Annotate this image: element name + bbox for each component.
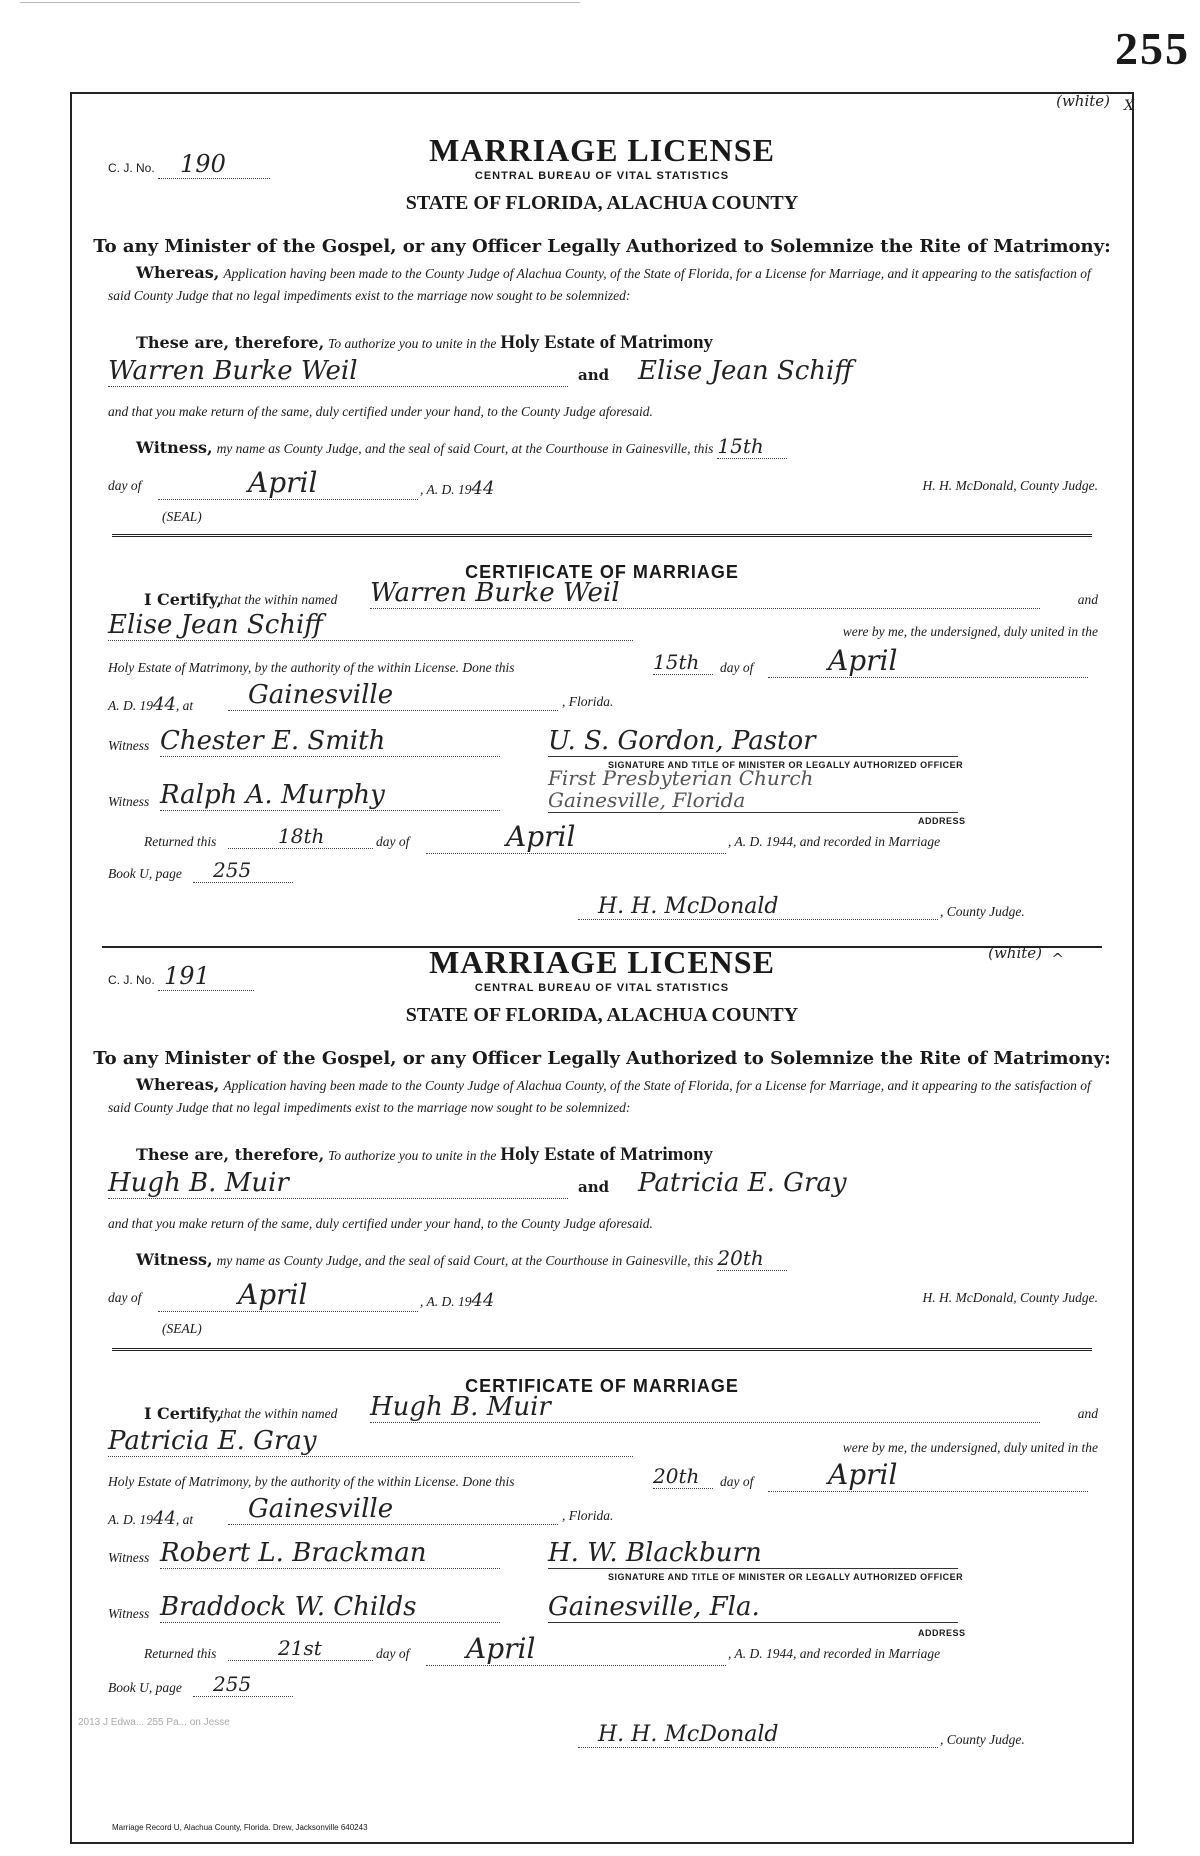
judge-name: H. H. McDonald, County Judge. bbox=[922, 478, 1098, 493]
judge-sig-row bbox=[108, 894, 1098, 928]
certificate-title-2: CERTIFICATE OF MARRIAGE bbox=[465, 1376, 739, 1396]
cert-year-2: 44 bbox=[153, 1508, 176, 1529]
florida-label: , Florida. bbox=[562, 694, 614, 709]
book-row bbox=[108, 858, 1098, 888]
license-title-2: MARRIAGE LICENSE bbox=[429, 944, 775, 980]
holy-text: Holy Estate of Matrimony, by the authority of the within License. Done this bbox=[108, 660, 515, 675]
address-label-2: ADDRESS bbox=[918, 1628, 966, 1638]
officer-signature-2: H. W. Blackburn bbox=[548, 1538, 958, 1569]
florida-label-2: , Florida. bbox=[562, 1508, 614, 1523]
these-are-row-2 bbox=[108, 1144, 713, 1166]
judge-signature: H. H. McDonald bbox=[578, 894, 938, 920]
cj-number-row-2 bbox=[108, 962, 254, 991]
certify-lead: I Certify, bbox=[144, 590, 223, 609]
footer-imprint: Marriage Record U, Alachua County, Florida. Drew, Jacksonville 640243 bbox=[112, 1823, 368, 1832]
witness1-name: Chester E. Smith bbox=[160, 726, 500, 757]
record-1 bbox=[72, 94, 1132, 954]
witness-row bbox=[108, 434, 1098, 459]
certify-text: that the within named bbox=[220, 592, 338, 607]
form-frame bbox=[70, 92, 1134, 1844]
witness-text: my name as County Judge, and the seal of said Court, at the Courthouse in Gainesville, this bbox=[216, 441, 714, 456]
witness2-name-2: Braddock W. Childs bbox=[160, 1592, 500, 1623]
groom-name-2: Hugh B. Muir bbox=[108, 1168, 568, 1199]
seal-label-2: (SEAL) bbox=[162, 1321, 202, 1336]
address-label: ADDRESS bbox=[918, 816, 966, 826]
names-row-2 bbox=[108, 1168, 1098, 1204]
cert-bride-2: Patricia E. Gray bbox=[108, 1426, 633, 1457]
bride-name-2: Patricia E. Gray bbox=[638, 1168, 847, 1198]
holy-estate-2: Holy Estate of Matrimony bbox=[500, 1144, 714, 1165]
these-text-2: To authorize you to unite in the bbox=[328, 1148, 497, 1163]
address-line-1b: Gainesville, Fla. bbox=[548, 1592, 958, 1623]
county-judge-label-2: , County Judge. bbox=[940, 1732, 1025, 1747]
cj-number: 190 bbox=[158, 150, 270, 179]
record-2 bbox=[72, 944, 1132, 1834]
cert-place-2: Gainesville bbox=[228, 1494, 558, 1525]
done-month: April bbox=[768, 644, 1088, 678]
ad-label-2 bbox=[420, 1290, 494, 1311]
cert-year: 44 bbox=[153, 694, 176, 715]
returned-month: April bbox=[426, 820, 726, 854]
done-month-2: April bbox=[768, 1458, 1088, 1492]
bride-row bbox=[108, 610, 1098, 648]
cj-number-2: 191 bbox=[158, 962, 254, 991]
witness1-name-2: Robert L. Brackman bbox=[160, 1538, 500, 1569]
witness-text-2: my name as County Judge, and the seal of said Court, at the Courthouse in Gainesville, this bbox=[216, 1253, 714, 1268]
cj-label: C. J. No. bbox=[108, 161, 155, 175]
top-edge-line bbox=[20, 2, 580, 3]
names-row bbox=[108, 356, 1098, 392]
certify-lead-2: I Certify, bbox=[144, 1404, 223, 1423]
witness2-row bbox=[108, 766, 1098, 826]
watermark: 2013 J Edwa... 255 Pa... on Jesse bbox=[78, 1717, 230, 1728]
margin-mark-2: ^ bbox=[1051, 950, 1064, 968]
these-are-row bbox=[108, 332, 713, 354]
united-text-2: were by me, the undersigned, duly united in the bbox=[842, 1440, 1098, 1455]
witness-lead-2: Witness, bbox=[136, 1250, 213, 1269]
witness-label-1b: Witness bbox=[108, 1550, 150, 1565]
license-month: April bbox=[158, 466, 418, 500]
margin-mark: X bbox=[1124, 98, 1134, 114]
returned-day-of: day of bbox=[376, 834, 410, 849]
license-month-2: April bbox=[158, 1278, 418, 1312]
returned-day-of-2: day of bbox=[376, 1646, 410, 1661]
judge-name-2: H. H. McDonald, County Judge. bbox=[922, 1290, 1098, 1305]
cj-label-2: C. J. No. bbox=[108, 973, 155, 987]
address-line-2: Gainesville, Florida bbox=[548, 788, 958, 813]
cert-place: Gainesville bbox=[228, 680, 558, 711]
bureau-label-2: CENTRAL BUREAU OF VITAL STATISTICS bbox=[474, 982, 730, 994]
license-title: MARRIAGE LICENSE bbox=[429, 132, 775, 168]
to-any-minister-2: To any Minister of the Gospel, or any Officer Legally Authorized to Solemnize the Rite of Matrimony: bbox=[93, 1048, 1111, 1069]
bureau-label: CENTRAL BUREAU OF VITAL STATISTICS bbox=[474, 170, 730, 182]
recorded-text-2: , A. D. 1944, and recorded in Marriage bbox=[728, 1646, 941, 1661]
officer-signature: U. S. Gordon, Pastor bbox=[548, 726, 958, 757]
whereas-text: Application having been made to the County Judge of Alachua County, of the State of Florida, for a License for Marriage, and it appearing to the satisfaction of said County Judge that no legal impediments exist to the marriage now sought to be solemnized: bbox=[108, 266, 1091, 303]
book-page: 255 bbox=[193, 858, 293, 883]
whereas-text-2: Application having been made to the County Judge of Alachua County, of the State of Florida, for a License for Marriage, and it appearing to the satisfaction of said County Judge that no legal impediments exist to the marriage now sought to be solemnized: bbox=[108, 1078, 1091, 1115]
returned-day-2: 21st bbox=[228, 1636, 373, 1661]
whereas-lead: Whereas, bbox=[136, 263, 220, 282]
holy-estate: Holy Estate of Matrimony bbox=[500, 332, 714, 353]
day-of-label-2: day of bbox=[108, 1290, 142, 1305]
witness-label-2b: Witness bbox=[108, 1606, 150, 1621]
whereas-paragraph-2 bbox=[108, 1074, 1098, 1119]
bride-name: Elise Jean Schiff bbox=[638, 356, 853, 386]
cert-ad-2 bbox=[108, 1508, 193, 1529]
white-note: (white) bbox=[1056, 92, 1110, 110]
license-day-2: 20th bbox=[717, 1246, 787, 1271]
cert-and-2: and bbox=[1077, 1406, 1098, 1421]
and-word-2: and bbox=[578, 1178, 610, 1196]
groom-name: Warren Burke Weil bbox=[108, 356, 568, 387]
witness-label-1: Witness bbox=[108, 738, 150, 753]
returned-month-2: April bbox=[426, 1632, 726, 1666]
ad-text-2: , A. D. 19 bbox=[420, 1294, 472, 1309]
witness-row-2 bbox=[108, 1246, 1098, 1271]
page-number: 255 bbox=[1115, 23, 1190, 74]
signature-label-2: SIGNATURE AND TITLE OF MINISTER OR LEGALLY AUTHORIZED OFFICER bbox=[608, 1572, 964, 1582]
done-day: 15th bbox=[653, 650, 713, 675]
return-text-2: and that you make return of the same, duly certified under your hand, to the County Judge aforesaid. bbox=[108, 1216, 653, 1231]
ad-label bbox=[420, 478, 494, 499]
witness2-row-2 bbox=[108, 1578, 1098, 1638]
returned-day: 18th bbox=[228, 824, 373, 849]
these-lead: These are, therefore, bbox=[136, 333, 325, 352]
these-text: To authorize you to unite in the bbox=[328, 336, 497, 351]
section-divider-2 bbox=[112, 1348, 1092, 1351]
cert-groom-2: Hugh B. Muir bbox=[370, 1392, 1040, 1423]
and-word: and bbox=[578, 366, 610, 384]
seal-label: (SEAL) bbox=[162, 509, 202, 524]
returned-label-2: Returned this bbox=[144, 1646, 217, 1661]
cert-ad-label: A. D. 19 bbox=[108, 698, 153, 713]
county-judge-label: , County Judge. bbox=[940, 904, 1025, 919]
license-year-2: 44 bbox=[471, 1290, 495, 1311]
certify-text-2: that the within named bbox=[220, 1406, 338, 1421]
state-county-2: STATE OF FLORIDA, ALACHUA COUNTY bbox=[405, 1004, 799, 1026]
cert-bride: Elise Jean Schiff bbox=[108, 610, 633, 641]
witness-lead: Witness, bbox=[136, 438, 213, 457]
white-note-2: (white) bbox=[988, 944, 1042, 962]
section-divider bbox=[112, 534, 1092, 537]
returned-label: Returned this bbox=[144, 834, 217, 849]
these-lead-2: These are, therefore, bbox=[136, 1145, 325, 1164]
holy-text-2: Holy Estate of Matrimony, by the authority of the within License. Done this bbox=[108, 1474, 515, 1489]
done-day-2: 20th bbox=[653, 1464, 713, 1489]
book-row-2 bbox=[108, 1672, 1098, 1702]
cert-ad bbox=[108, 694, 193, 715]
license-day: 15th bbox=[717, 434, 787, 459]
license-year: 44 bbox=[471, 478, 495, 499]
cert-ad-label-2: A. D. 19 bbox=[108, 1512, 153, 1527]
witness-label-2: Witness bbox=[108, 794, 150, 809]
return-text: and that you make return of the same, duly certified under your hand, to the County Judge aforesaid. bbox=[108, 404, 653, 419]
date-row bbox=[108, 466, 1098, 506]
state-county: STATE OF FLORIDA, ALACHUA COUNTY bbox=[405, 192, 799, 214]
judge-sig-row-2 bbox=[108, 1722, 1098, 1756]
certificate-title: CERTIFICATE OF MARRIAGE bbox=[465, 562, 739, 582]
cert-groom: Warren Burke Weil bbox=[370, 578, 1040, 609]
recorded-text: , A. D. 1944, and recorded in Marriage bbox=[728, 834, 941, 849]
done-day-of-2: day of bbox=[720, 1474, 754, 1489]
address-line-1: First Presbyterian Church bbox=[548, 766, 814, 790]
whereas-paragraph bbox=[108, 262, 1098, 307]
at-label: , at bbox=[175, 698, 194, 713]
day-of-label: day of bbox=[108, 478, 142, 493]
place-row bbox=[108, 680, 1098, 718]
to-any-minister: To any Minister of the Gospel, or any Officer Legally Authorized to Solemnize the Rite of Matrimony: bbox=[93, 236, 1111, 257]
book-label: Book U, page bbox=[108, 866, 182, 881]
judge-signature-2: H. H. McDonald bbox=[578, 1722, 938, 1748]
witness1-row bbox=[108, 726, 1098, 770]
date-row-2 bbox=[108, 1278, 1098, 1318]
book-page-2: 255 bbox=[193, 1672, 293, 1697]
cj-number-row bbox=[108, 150, 270, 179]
witness2-name: Ralph A. Murphy bbox=[160, 780, 500, 811]
at-label-2: , at bbox=[175, 1512, 194, 1527]
book-label-2: Book U, page bbox=[108, 1680, 182, 1695]
ad-text: , A. D. 19 bbox=[420, 482, 472, 497]
done-day-of: day of bbox=[720, 660, 754, 675]
cert-and: and bbox=[1077, 592, 1098, 607]
place-row-2 bbox=[108, 1494, 1098, 1532]
united-text: were by me, the undersigned, duly united in the bbox=[842, 624, 1098, 639]
witness1-row-2 bbox=[108, 1538, 1098, 1582]
signature-label: SIGNATURE AND TITLE OF MINISTER OR LEGALLY AUTHORIZED OFFICER bbox=[608, 760, 964, 770]
done-row bbox=[108, 644, 1098, 684]
done-row-2 bbox=[108, 1458, 1098, 1498]
whereas-lead-2: Whereas, bbox=[136, 1075, 220, 1094]
